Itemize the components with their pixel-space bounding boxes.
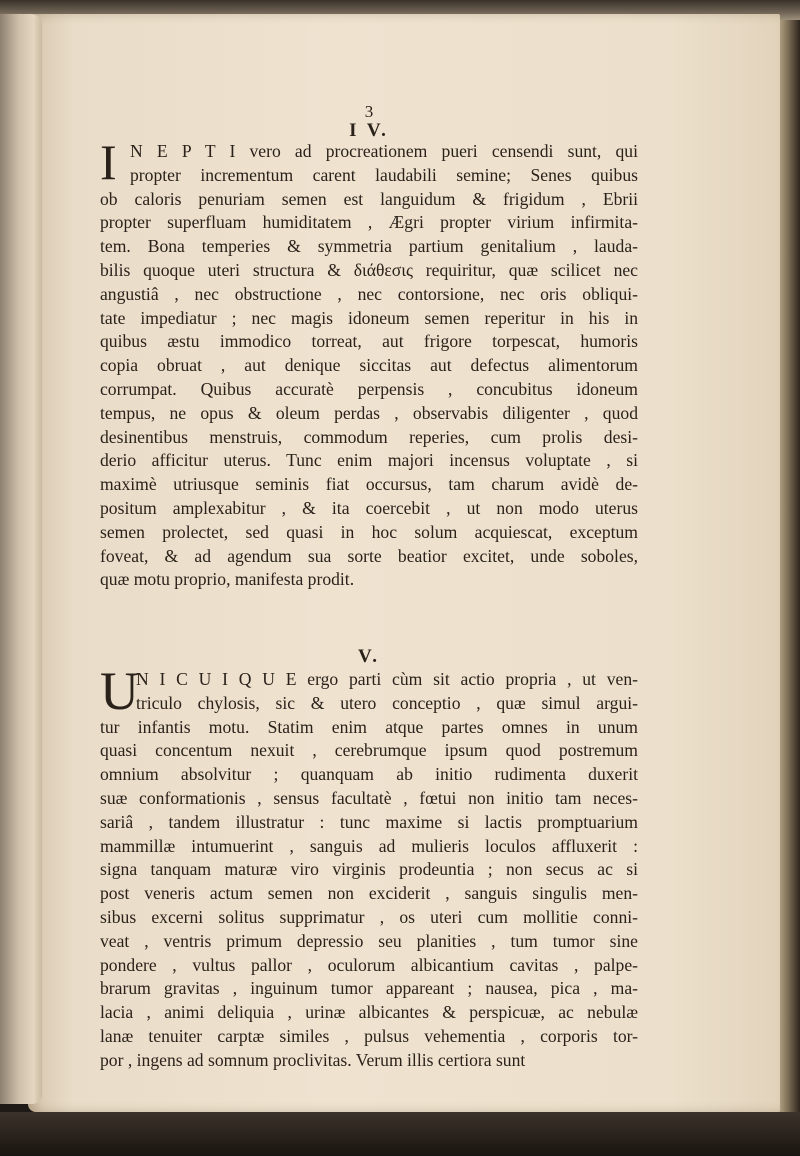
left-page-edge (0, 14, 42, 1104)
text-line: tur infantis motu. Statim enim atque partes omnes in unum (100, 716, 638, 737)
section-heading-v: V. (357, 646, 381, 667)
text-line: brarum gravitas , inguinum tumor appareant ; nausea, pica , ma- (100, 978, 638, 999)
text-line: triculo chylosis, sic & utero conceptio , quæ simul argui- (136, 692, 638, 713)
page-number: 3 (364, 102, 374, 121)
text-line: mammillæ intumuerint , sanguis ad mulieris loculos affluxerit : (100, 835, 638, 856)
text-line: angustiâ , nec obstructione , nec contorsione, nec oris obliqui- (100, 283, 638, 304)
drop-cap-u: U (100, 661, 139, 721)
text-line: por , ingens ad somnum proclivitas. Verum illis certiora sunt (100, 1049, 526, 1070)
book-bottom-edge (0, 1112, 800, 1156)
text-line: lanæ tenuiter carptæ similes , pulsus vehementia , corporis tor- (100, 1025, 638, 1046)
text-line: sariâ , tandem illustratur : tunc maxime si lactis promptuarium (100, 811, 638, 832)
text-line: tem. Bona temperies & symmetria partium genitalium , lauda- (100, 236, 638, 257)
text-line: quæ motu proprio, manifesta prodit. (100, 569, 355, 590)
drop-cap-i: I (100, 134, 117, 190)
text-line: signa tanquam maturæ viro virginis prodeuntia ; non secus ac si (100, 859, 638, 880)
text-line: desinentibus menstruis, commodum reperies, cum prolis desi- (100, 426, 638, 447)
text-line: sibus excerni solitus supprimatur , os uteri cum mollitie conni- (100, 906, 638, 927)
text-line: corrumpat. Quibus accuratè perpensis , concubitus idoneum (100, 378, 638, 399)
text-line: bilis quoque uteri structura & διάθεσις requiritur, quæ scilicet nec (100, 259, 638, 280)
paragraph-v (100, 661, 638, 1073)
text-line: derio afficitur uterus. Tunc enim majori incensus voluptate , si (100, 450, 638, 471)
text-line: propter superfluam humiditatem , Ægri propter virium infirmita- (100, 212, 638, 233)
paragraph-iv (100, 134, 638, 592)
section-heading-iv: I V. (349, 120, 389, 141)
text-line: omnium absolvitur ; quanquam ab initio rudimenta duxerit (100, 764, 638, 785)
text-line: veat , ventris primum depressio seu planities , tum tumor sine (100, 930, 638, 951)
text-line: suæ conformationis , sensus facultatè , fœtui non initio tam neces- (100, 787, 638, 808)
text-line: positum amplexabitur , & ita coercebit , ut non modo uterus (100, 497, 638, 518)
text-line: semen prolectet, sed quasi in hoc solum acquiescat, exceptum (100, 521, 638, 542)
text-line: quasi concentum nexuit , cerebrumque ipsum quod postremum (100, 740, 638, 761)
text-line: quibus æstu immodico torreat, aut frigore torpescat, humoris (100, 331, 638, 352)
book-fore-edge (778, 20, 800, 1120)
text-line: pondere , vultus pallor , oculorum albicantium cavitas , palpe- (100, 954, 638, 975)
text-line: N E P T I vero ad procreationem pueri censendi sunt, qui (130, 141, 638, 161)
text-line: maximè utriusque seminis fiat occursus, tam charum avidè de- (100, 474, 638, 495)
text-line: copia obruat , aut denique siccitas aut defectus alimentorum (100, 355, 638, 376)
text-line: lacia , animi deliquia , urinæ albicantes & perspicuæ, ac nebulæ (100, 1002, 638, 1023)
text-line: ob caloris penuriam semen est languidum & frigidum , Ebrii (100, 188, 638, 209)
text-line: tate impediatur ; nec magis idoneum semen reperitur in his in (100, 307, 638, 328)
text-line: N I C U I Q U E ergo parti cùm sit actio propria , ut ven- (136, 669, 638, 689)
text-line: foveat, & ad agendum sua sorte beatior excitet, unde soboles, (100, 545, 638, 566)
text-line: tempus, ne opus & oleum perdas , observabis diligenter , quod (100, 402, 638, 423)
text-line: post veneris actum semen non exciderit , sanguis singulis men- (100, 883, 638, 904)
text-line: propter incrementum carent laudabili semine; Senes quibus (130, 164, 638, 185)
